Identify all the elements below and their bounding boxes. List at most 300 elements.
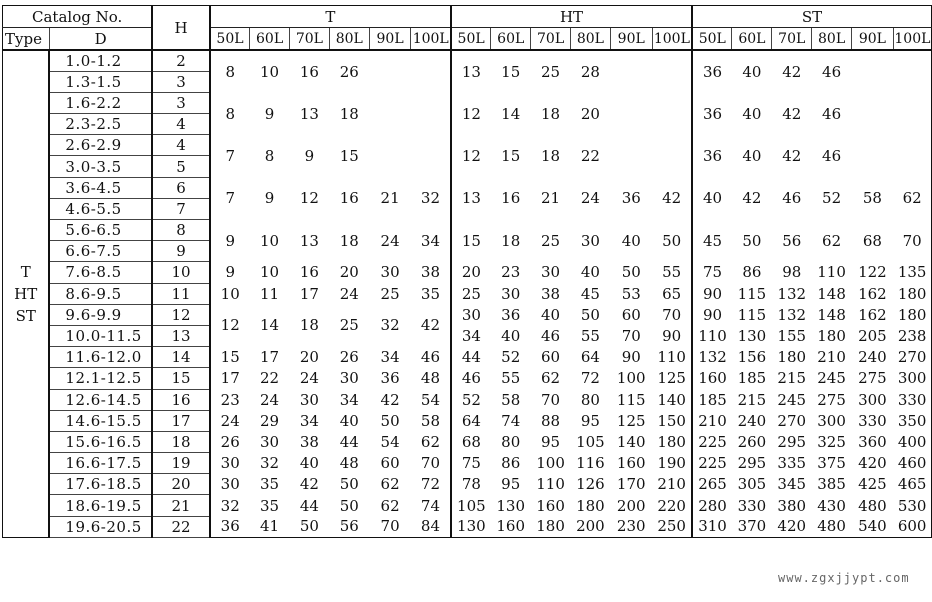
value-cell-ht-80l: 20 (580, 104, 600, 123)
value-cell-t-80l: 25 (339, 316, 359, 335)
h-cell: 4 (152, 114, 210, 135)
value-cell-ht-80l: 95 (580, 411, 600, 430)
value-cell-st-70l: 380 (777, 496, 807, 515)
table-row (3, 135, 932, 156)
value-cell-ht-100l (652, 50, 692, 92)
value-cell-ht-90l: 36 (621, 189, 641, 208)
size-header-st-90l: 90L (852, 28, 894, 51)
h-cell: 9 (152, 241, 210, 262)
value-cell-st-80l: 52 (822, 189, 842, 208)
value-cell-t-70l: 44 (299, 496, 319, 515)
table-row (3, 474, 932, 495)
value-cell-st-50l: 280 (698, 496, 727, 515)
diameter-cell: 4.6-5.5 (49, 198, 152, 219)
value-cell-st-50l: 36 (702, 62, 723, 81)
value-cell-t-80l: 24 (339, 284, 359, 303)
diameter-cell: 8.6-9.5 (49, 283, 152, 304)
value-cell-st-70l: 270 (777, 411, 807, 430)
table-row (3, 177, 932, 198)
value-cell-ht-70l: 25 (541, 231, 561, 250)
value-cell-st-90l: 330 (858, 411, 887, 430)
value-cell-t-60l: 41 (260, 517, 280, 536)
value-cell-st-90l: 162 (858, 305, 887, 324)
catalog-table (2, 5, 932, 538)
value-cell-ht-80l: 64 (580, 348, 600, 367)
value-cell-t-90l: 34 (380, 348, 400, 367)
diameter-cell: 17.6-18.5 (49, 474, 152, 495)
value-cell-t-80l: 48 (339, 454, 359, 473)
h-cell: 3 (152, 71, 210, 92)
value-cell-t-90l (369, 92, 411, 134)
value-cell-ht-80l: 72 (580, 369, 600, 388)
value-cell-ht-60l: 16 (501, 189, 521, 208)
diameter-cell: 10.0-11.5 (49, 325, 152, 346)
value-cell-ht-70l: 30 (541, 263, 561, 282)
value-cell-t-90l: 32 (380, 316, 400, 335)
value-cell-t-50l: 7 (225, 189, 235, 208)
size-header-ht-80l: 80L (570, 28, 610, 51)
value-cell-t-100l: 62 (411, 431, 451, 452)
h-cell: 20 (152, 474, 210, 495)
value-cell-st-70l: 335 (777, 454, 807, 473)
value-cell-st-80l: 46 (822, 62, 842, 81)
value-cell-t-50l: 8 (225, 104, 235, 123)
size-header-t-60l: 60L (250, 28, 290, 51)
value-cell-t-80l: 30 (339, 369, 359, 388)
value-cell-ht-90l: 100 (616, 369, 646, 388)
value-cell-ht-60l: 14 (501, 104, 521, 123)
group-header-st: ST (692, 6, 931, 28)
d-header: D (49, 28, 152, 51)
value-cell-ht-50l: 44 (461, 348, 481, 367)
value-cell-st-70l: 420 (777, 517, 807, 536)
value-cell-ht-50l: 12 (461, 104, 481, 123)
value-cell-ht-100l: 210 (652, 474, 692, 495)
value-cell-ht-50l: 13 (461, 189, 481, 208)
value-cell-t-70l: 42 (299, 475, 319, 494)
value-cell-t-90l (369, 50, 411, 92)
value-cell-ht-100l: 180 (652, 431, 692, 452)
h-cell: 18 (152, 431, 210, 452)
h-cell: 13 (152, 325, 210, 346)
value-cell-st-70l: 345 (777, 475, 807, 494)
value-cell-st-70l: 56 (782, 231, 802, 250)
value-cell-st-100l: 465 (897, 475, 927, 494)
h-cell: 14 (152, 347, 210, 368)
value-cell-ht-70l: 60 (541, 348, 561, 367)
table-row (3, 516, 932, 537)
value-cell-t-100l: 70 (411, 453, 451, 474)
value-cell-st-100l: 460 (897, 454, 927, 473)
value-cell-st-70l: 42 (782, 104, 802, 123)
value-cell-t-90l: 60 (380, 454, 400, 473)
value-cell-ht-50l: 12 (461, 146, 481, 165)
value-cell-st-100l: 330 (897, 390, 927, 409)
value-cell-st-80l: 46 (822, 146, 842, 165)
value-cell-t-50l: 26 (220, 432, 240, 451)
value-cell-t-90l: 30 (380, 263, 400, 282)
value-cell-ht-100l: 250 (652, 516, 692, 537)
value-cell-t-60l: 32 (260, 454, 280, 473)
value-cell-t-70l: 16 (299, 62, 319, 81)
value-cell-ht-60l: 52 (501, 348, 521, 367)
value-cell-ht-60l: 36 (501, 305, 521, 324)
value-cell-t-100l: 32 (411, 177, 451, 219)
value-cell-st-100l (893, 135, 931, 177)
value-cell-t-90l: 54 (380, 432, 400, 451)
value-cell-t-100l (411, 135, 451, 177)
h-cell: 6 (152, 177, 210, 198)
value-cell-ht-50l: 64 (461, 411, 481, 430)
value-cell-ht-80l: 45 (580, 284, 600, 303)
value-cell-st-70l: 180 (777, 348, 807, 367)
type-value-ht: HT (14, 284, 38, 303)
value-cell-ht-100l: 55 (652, 262, 692, 283)
value-cell-st-90l (852, 135, 894, 177)
diameter-cell: 15.6-16.5 (49, 431, 152, 452)
value-cell-st-70l: 46 (782, 189, 802, 208)
value-cell-ht-100l: 70 (652, 304, 692, 325)
value-cell-t-50l: 9 (225, 263, 235, 282)
value-cell-st-100l: 135 (897, 263, 927, 282)
table-row (3, 495, 932, 516)
value-cell-t-50l: 12 (220, 316, 240, 335)
value-cell-st-100l (893, 50, 931, 92)
value-cell-t-60l: 10 (260, 263, 280, 282)
value-cell-ht-50l: 25 (461, 284, 481, 303)
diameter-cell: 7.6-8.5 (49, 262, 152, 283)
value-cell-st-90l: 122 (858, 263, 887, 282)
value-cell-ht-70l: 18 (541, 104, 561, 123)
value-cell-st-100l: 270 (897, 348, 927, 367)
table-row (3, 431, 932, 452)
h-cell: 2 (152, 50, 210, 71)
value-cell-st-60l: 130 (737, 327, 767, 346)
value-cell-st-50l: 75 (702, 263, 723, 282)
value-cell-st-80l: 385 (817, 475, 846, 494)
table-row (3, 410, 932, 431)
value-cell-t-50l: 15 (220, 348, 240, 367)
value-cell-t-60l: 17 (260, 348, 280, 367)
value-cell-t-90l (369, 135, 411, 177)
value-cell-t-80l: 18 (339, 104, 359, 123)
value-cell-t-60l: 35 (260, 475, 280, 494)
value-cell-ht-70l: 21 (541, 189, 561, 208)
h-cell: 4 (152, 135, 210, 156)
value-cell-t-60l: 10 (260, 231, 280, 250)
value-cell-st-90l: 240 (858, 348, 887, 367)
value-cell-ht-60l: 40 (501, 327, 521, 346)
value-cell-t-60l: 22 (260, 369, 280, 388)
value-cell-t-100l: 38 (411, 262, 451, 283)
value-cell-ht-90l (610, 135, 652, 177)
value-cell-t-100l: 46 (411, 347, 451, 368)
diameter-cell: 6.6-7.5 (49, 241, 152, 262)
value-cell-ht-70l: 40 (541, 305, 561, 324)
h-cell: 10 (152, 262, 210, 283)
value-cell-ht-70l: 25 (541, 62, 561, 81)
value-cell-ht-60l: 30 (501, 284, 521, 303)
value-cell-ht-60l: 74 (501, 411, 521, 430)
value-cell-st-90l: 540 (858, 517, 887, 536)
value-cell-t-60l: 11 (260, 284, 280, 303)
value-cell-ht-60l: 58 (501, 390, 521, 409)
h-cell: 15 (152, 368, 210, 389)
value-cell-st-50l: 36 (702, 146, 723, 165)
table-row (3, 453, 932, 474)
diameter-cell: 2.6-2.9 (49, 135, 152, 156)
size-header-st-50l: 50L (692, 28, 732, 51)
value-cell-t-70l: 13 (299, 104, 319, 123)
value-cell-st-50l: 225 (698, 454, 727, 473)
diameter-cell: 1.0-1.2 (49, 50, 152, 71)
h-cell: 19 (152, 453, 210, 474)
table-row (3, 50, 932, 71)
type-value-t: T (20, 262, 31, 281)
value-cell-st-70l: 215 (777, 369, 807, 388)
value-cell-st-80l: 275 (817, 390, 846, 409)
size-header-st-60l: 60L (732, 28, 772, 51)
table-row (3, 389, 932, 410)
value-cell-st-80l: 430 (817, 496, 846, 515)
catalog-table-wrap (2, 5, 932, 538)
value-cell-ht-90l: 160 (616, 454, 646, 473)
value-cell-st-80l: 325 (817, 432, 846, 451)
value-cell-t-70l: 18 (299, 316, 319, 335)
value-cell-ht-50l: 46 (461, 369, 481, 388)
value-cell-ht-90l: 40 (621, 231, 641, 250)
value-cell-ht-90l: 70 (621, 327, 641, 346)
h-cell: 8 (152, 220, 210, 241)
value-cell-st-90l: 58 (862, 189, 882, 208)
value-cell-st-80l: 480 (817, 517, 846, 536)
value-cell-t-60l: 8 (264, 146, 275, 165)
value-cell-st-90l: 68 (862, 231, 882, 250)
value-cell-ht-90l (610, 50, 652, 92)
value-cell-t-70l: 30 (299, 390, 319, 409)
value-cell-t-70l: 40 (299, 454, 319, 473)
value-cell-ht-60l: 160 (496, 517, 526, 536)
value-cell-ht-70l: 38 (541, 284, 561, 303)
diameter-cell: 1.3-1.5 (49, 71, 152, 92)
value-cell-t-70l: 50 (299, 517, 319, 536)
type-header: Type (3, 28, 50, 51)
value-cell-st-70l: 132 (777, 305, 807, 324)
value-cell-ht-50l: 75 (461, 454, 481, 473)
value-cell-ht-70l: 70 (541, 390, 561, 409)
value-cell-t-50l: 30 (220, 475, 240, 494)
value-cell-st-50l: 160 (698, 369, 727, 388)
value-cell-t-80l: 40 (339, 411, 359, 430)
value-cell-ht-80l: 180 (576, 496, 605, 515)
value-cell-t-100l: 48 (411, 368, 451, 389)
size-header-t-100l: 100L (411, 28, 451, 51)
value-cell-t-70l: 34 (299, 411, 319, 430)
value-cell-ht-80l: 80 (580, 390, 600, 409)
value-cell-ht-70l: 46 (541, 327, 561, 346)
value-cell-t-50l: 30 (220, 454, 240, 473)
value-cell-st-60l: 40 (742, 62, 762, 81)
value-cell-t-80l: 44 (339, 432, 359, 451)
value-cell-st-50l: 90 (702, 284, 723, 303)
diameter-cell: 19.6-20.5 (49, 516, 152, 537)
value-cell-st-80l: 110 (817, 263, 846, 282)
value-cell-st-80l: 148 (817, 305, 846, 324)
value-cell-t-60l: 35 (260, 496, 280, 515)
value-cell-t-80l: 56 (339, 517, 359, 536)
value-cell-t-60l: 10 (260, 62, 280, 81)
size-header-st-100l: 100L (893, 28, 931, 51)
size-header-ht-100l: 100L (652, 28, 692, 51)
h-cell: 3 (152, 92, 210, 113)
value-cell-t-70l: 12 (299, 189, 319, 208)
header-row-2 (3, 28, 932, 51)
catalog-no-header: Catalog No. (3, 6, 153, 28)
value-cell-st-70l: 42 (782, 62, 802, 81)
table-row (3, 92, 932, 113)
size-header-ht-70l: 70L (531, 28, 571, 51)
value-cell-ht-70l: 62 (541, 369, 561, 388)
value-cell-ht-80l: 22 (580, 146, 600, 165)
diameter-cell: 5.6-6.5 (49, 220, 152, 241)
h-cell: 11 (152, 283, 210, 304)
value-cell-st-70l: 295 (777, 432, 807, 451)
value-cell-ht-100l (652, 135, 692, 177)
value-cell-st-50l: 110 (698, 327, 727, 346)
value-cell-st-60l: 86 (742, 263, 762, 282)
value-cell-ht-100l: 42 (652, 177, 692, 219)
value-cell-t-100l (411, 50, 451, 92)
table-row (3, 368, 932, 389)
value-cell-t-90l: 62 (380, 475, 400, 494)
value-cell-t-60l: 24 (260, 390, 280, 409)
value-cell-st-60l: 305 (737, 475, 767, 494)
value-cell-st-60l: 156 (737, 348, 767, 367)
value-cell-t-50l: 10 (220, 284, 240, 303)
diameter-cell: 16.6-17.5 (49, 453, 152, 474)
table-row (3, 325, 932, 346)
value-cell-ht-90l: 50 (621, 263, 641, 282)
value-cell-st-100l (893, 92, 931, 134)
value-cell-t-70l: 9 (304, 146, 315, 165)
value-cell-st-100l: 600 (897, 517, 927, 536)
value-cell-t-60l: 14 (260, 316, 280, 335)
value-cell-st-60l: 370 (737, 517, 767, 536)
value-cell-ht-60l: 86 (501, 454, 521, 473)
value-cell-st-60l: 330 (737, 496, 767, 515)
value-cell-ht-70l: 100 (536, 454, 565, 473)
value-cell-ht-60l: 55 (501, 369, 521, 388)
value-cell-t-80l: 16 (339, 189, 359, 208)
group-header-t: T (210, 6, 451, 28)
value-cell-ht-90l: 170 (616, 475, 646, 494)
value-cell-t-80l: 20 (339, 263, 359, 282)
value-cell-t-80l: 26 (339, 62, 359, 81)
size-header-ht-50l: 50L (451, 28, 491, 51)
value-cell-t-60l: 9 (264, 189, 275, 208)
value-cell-st-80l: 180 (817, 327, 846, 346)
value-cell-t-100l: 34 (411, 220, 451, 262)
value-cell-ht-70l: 160 (536, 496, 565, 515)
value-cell-st-50l: 310 (698, 517, 727, 536)
value-cell-t-70l: 17 (299, 284, 319, 303)
h-cell: 16 (152, 389, 210, 410)
value-cell-st-90l (852, 92, 894, 134)
value-cell-ht-100l: 90 (652, 325, 692, 346)
value-cell-st-80l: 300 (817, 411, 846, 430)
value-cell-ht-50l: 20 (461, 263, 481, 282)
value-cell-st-70l: 42 (782, 146, 802, 165)
value-cell-st-50l: 90 (702, 305, 723, 324)
value-cell-st-70l: 155 (777, 327, 807, 346)
value-cell-ht-100l: 50 (652, 220, 692, 262)
value-cell-t-50l: 7 (225, 146, 235, 165)
value-cell-t-90l: 25 (380, 284, 400, 303)
value-cell-st-80l: 375 (817, 454, 846, 473)
value-cell-t-90l: 70 (380, 517, 400, 536)
group-header-ht: HT (451, 6, 692, 28)
diameter-cell: 2.3-2.5 (49, 114, 152, 135)
value-cell-t-100l: 74 (411, 495, 451, 516)
h-cell: 12 (152, 304, 210, 325)
value-cell-ht-90l: 115 (616, 390, 646, 409)
value-cell-st-80l: 46 (822, 104, 842, 123)
value-cell-st-90l: 425 (858, 475, 887, 494)
diameter-cell: 1.6-2.2 (49, 92, 152, 113)
value-cell-ht-80l: 200 (576, 517, 605, 536)
value-cell-st-100l: 180 (897, 305, 927, 324)
value-cell-ht-70l: 95 (541, 432, 561, 451)
value-cell-st-70l: 98 (782, 263, 802, 282)
value-cell-t-60l: 30 (260, 432, 280, 451)
value-cell-st-50l: 132 (698, 348, 727, 367)
value-cell-ht-80l: 55 (580, 327, 600, 346)
value-cell-t-90l: 42 (380, 390, 400, 409)
value-cell-ht-50l: 52 (461, 390, 481, 409)
value-cell-ht-80l: 30 (580, 231, 600, 250)
diameter-cell: 18.6-19.5 (49, 495, 152, 516)
value-cell-ht-60l: 18 (501, 231, 521, 250)
value-cell-ht-70l: 18 (541, 146, 561, 165)
value-cell-t-50l: 23 (220, 390, 240, 409)
value-cell-t-70l: 16 (299, 263, 319, 282)
value-cell-ht-50l: 34 (461, 327, 481, 346)
diameter-cell: 12.6-14.5 (49, 389, 152, 410)
value-cell-t-80l: 26 (339, 348, 359, 367)
value-cell-ht-100l: 140 (652, 389, 692, 410)
table-row (3, 262, 932, 283)
value-cell-t-50l: 24 (220, 411, 240, 430)
value-cell-ht-100l: 65 (652, 283, 692, 304)
value-cell-ht-60l: 130 (496, 496, 526, 515)
value-cell-t-80l: 18 (339, 231, 359, 250)
value-cell-st-80l: 245 (817, 369, 846, 388)
value-cell-st-100l: 62 (902, 189, 922, 208)
size-header-ht-60l: 60L (491, 28, 531, 51)
type-value-st: ST (15, 306, 36, 325)
value-cell-t-50l: 32 (220, 496, 240, 515)
value-cell-t-80l: 50 (339, 496, 359, 515)
value-cell-t-100l: 84 (411, 516, 451, 537)
value-cell-ht-90l: 90 (621, 348, 641, 367)
diameter-cell: 12.1-12.5 (49, 368, 152, 389)
value-cell-st-60l: 295 (737, 454, 767, 473)
value-cell-st-100l: 300 (897, 369, 927, 388)
size-header-t-90l: 90L (369, 28, 411, 51)
value-cell-st-100l: 400 (897, 432, 927, 451)
value-cell-ht-90l: 60 (621, 305, 641, 324)
value-cell-st-60l: 115 (737, 284, 767, 303)
